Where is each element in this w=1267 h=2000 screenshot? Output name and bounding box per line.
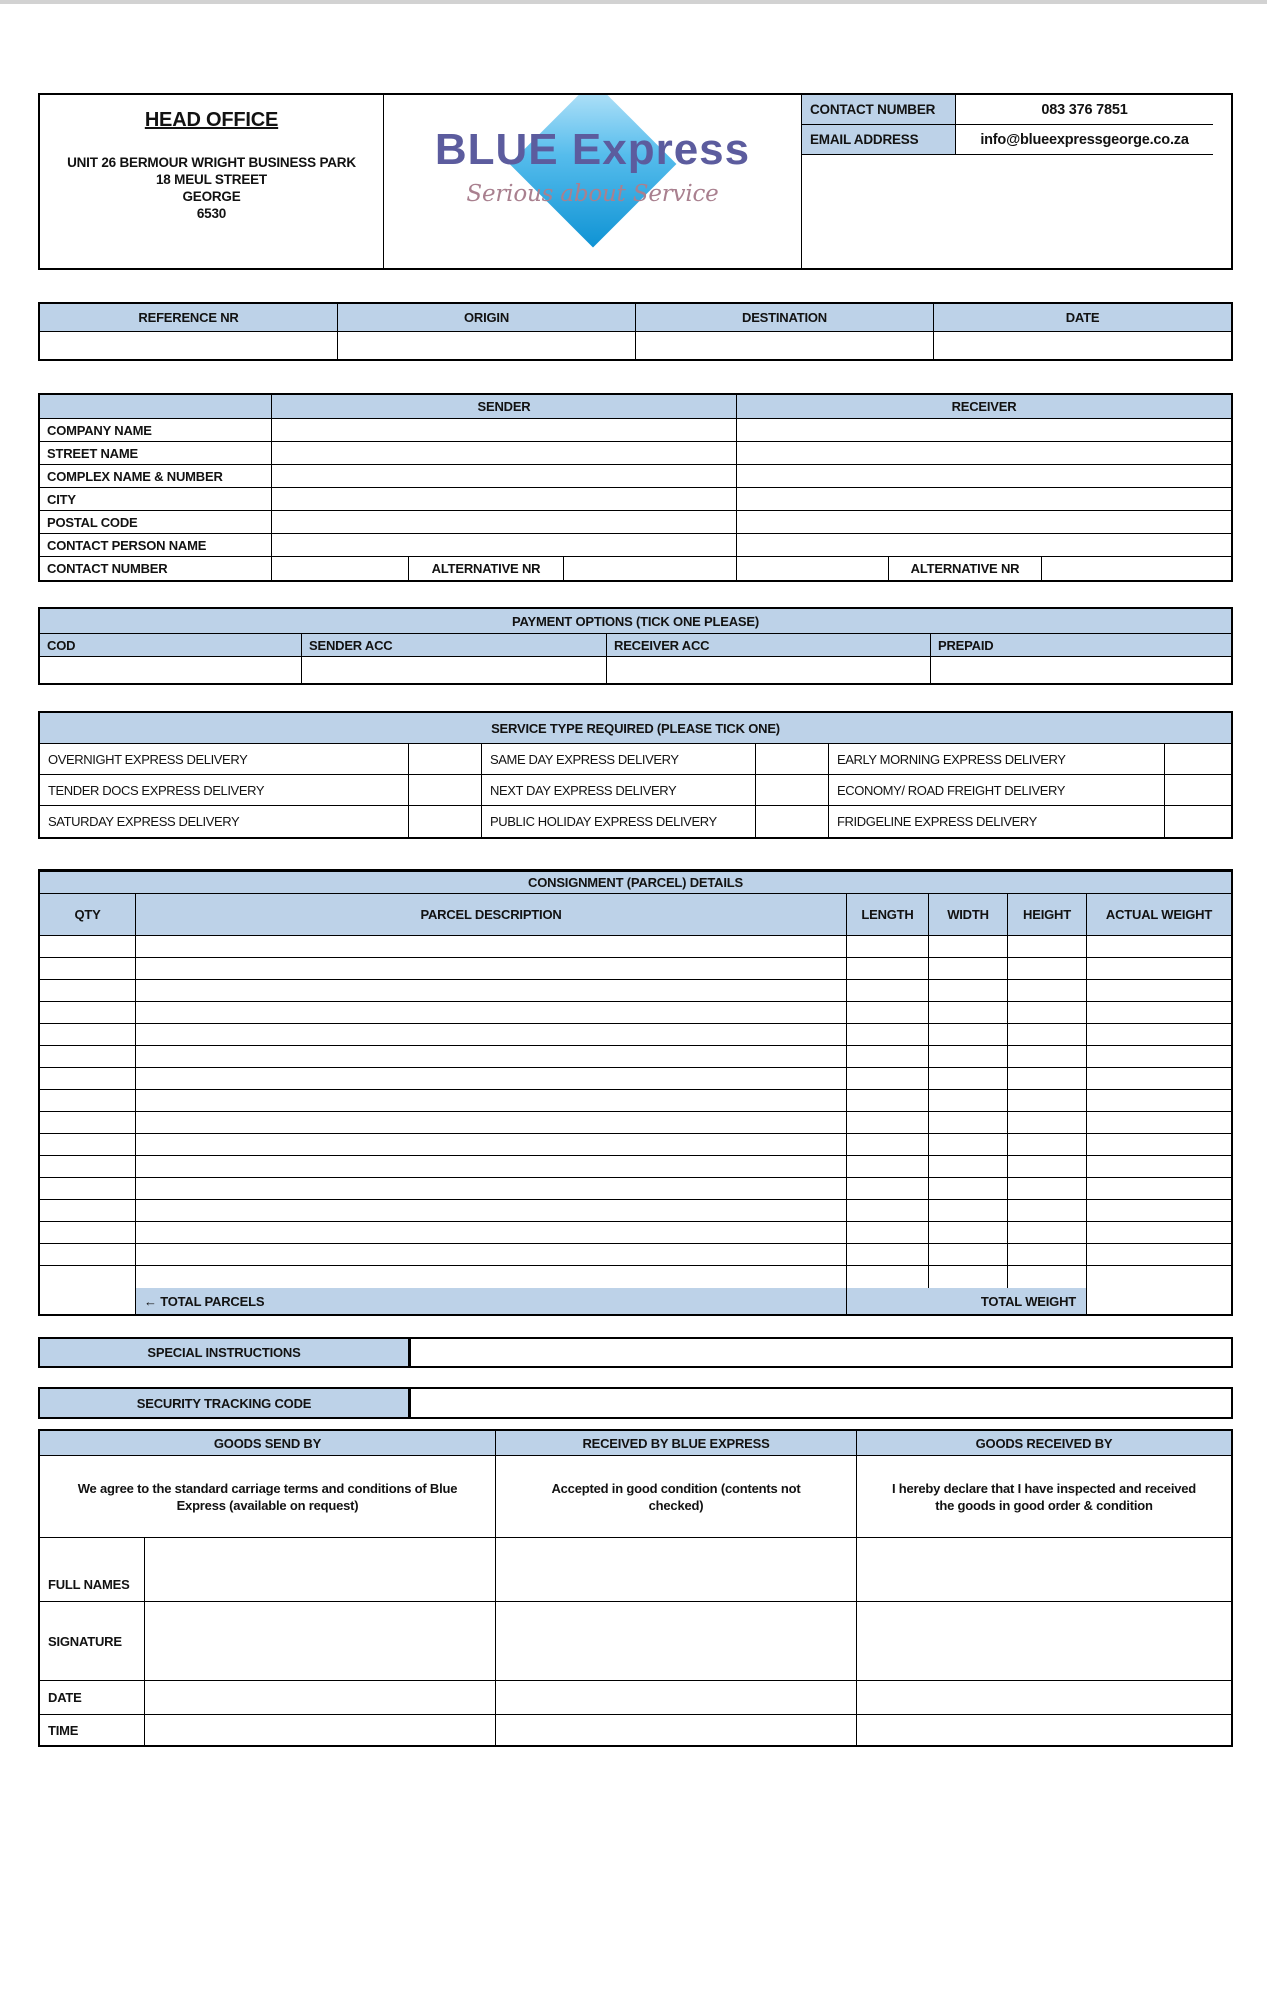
consignment-title: CONSIGNMENT (PARCEL) DETAILS — [40, 872, 1231, 894]
receiver-contact-number-field[interactable] — [737, 557, 889, 580]
width-field[interactable] — [929, 958, 1008, 979]
length-field[interactable] — [847, 1222, 929, 1243]
parcel-description-field[interactable] — [136, 1112, 847, 1133]
consignment-blank-row — [40, 936, 1231, 958]
email-value: info@blueexpressgeorge.co.za — [980, 131, 1189, 148]
street-name-row — [40, 442, 1231, 465]
length-field[interactable] — [847, 980, 929, 1001]
address-line: GEORGE — [182, 189, 241, 204]
qty-field[interactable] — [40, 1068, 136, 1089]
header-box — [38, 93, 1233, 270]
parcel-description-field[interactable] — [136, 1178, 847, 1199]
goods-received-by-header: GOODS RECEIVED BY — [857, 1431, 1231, 1455]
consignment-blank-row — [40, 1244, 1231, 1266]
receiver-terms-text: I hereby declare that I have inspected and received the goods in good order & condition — [891, 1480, 1197, 1513]
special-instructions-row — [38, 1337, 1233, 1368]
qty-field[interactable] — [40, 1156, 136, 1177]
payment-options-header-row — [40, 634, 1231, 657]
length-field[interactable] — [847, 1046, 929, 1067]
consignment-blank-row — [40, 1222, 1231, 1244]
height-field[interactable] — [1008, 980, 1087, 1001]
parcel-description-field[interactable] — [136, 1046, 847, 1067]
special-instructions-label: SPECIAL INSTRUCTIONS — [38, 1337, 410, 1368]
qty-field[interactable] — [40, 980, 136, 1001]
contact-block — [801, 95, 1231, 268]
contact-number-row — [802, 95, 1213, 125]
email-row — [802, 125, 1213, 155]
head-office-title: HEAD OFFICE — [144, 109, 279, 131]
actual-weight-field[interactable] — [1087, 936, 1231, 957]
address-line: UNIT 26 BERMOUR WRIGHT BUSINESS PARK — [67, 155, 356, 170]
width-field[interactable] — [929, 980, 1008, 1001]
total-parcels-field[interactable] — [40, 1288, 136, 1314]
contact-person-row — [40, 534, 1231, 557]
sender-acc-tick-field[interactable] — [302, 657, 607, 683]
actual-weight-field[interactable] — [1087, 1068, 1231, 1089]
sender-alternative-nr-label: ALTERNATIVE NR — [409, 557, 564, 580]
economy-road-freight-tick-field[interactable] — [1165, 775, 1231, 805]
qty-field[interactable] — [40, 936, 136, 957]
fridgeline-express-label: FRIDGELINE EXPRESS DELIVERY — [829, 806, 1165, 837]
tender-docs-express-label: TENDER DOCS EXPRESS DELIVERY — [40, 775, 409, 805]
width-field[interactable] — [929, 1002, 1008, 1023]
width-field[interactable] — [929, 936, 1008, 957]
qty-field[interactable] — [40, 958, 136, 979]
width-field[interactable] — [929, 1068, 1008, 1089]
length-field[interactable] — [847, 1156, 929, 1177]
receiver-date-field[interactable] — [857, 1681, 1231, 1714]
width-field[interactable] — [929, 1266, 1008, 1288]
sender-alternative-nr-field[interactable] — [564, 557, 737, 580]
origin-field[interactable] — [338, 332, 636, 359]
saturday-express-label: SATURDAY EXPRESS DELIVERY — [40, 806, 409, 837]
top-strip — [0, 0, 1267, 4]
length-field[interactable] — [847, 1178, 929, 1199]
actual-weight-field[interactable] — [1087, 958, 1231, 979]
height-field[interactable] — [1008, 1112, 1087, 1133]
sender-date-field[interactable] — [145, 1681, 496, 1714]
actual-weight-field[interactable] — [1087, 1112, 1231, 1133]
courier-signature-field[interactable] — [496, 1602, 857, 1680]
parcel-description-field[interactable] — [136, 1156, 847, 1177]
tender-docs-express-tick-field[interactable] — [409, 775, 482, 805]
receiver-alternative-nr-field[interactable] — [1042, 557, 1231, 580]
actual-weight-field[interactable] — [1087, 1046, 1231, 1067]
brand-name: BLUE Express — [434, 125, 751, 174]
service-type-title: SERVICE TYPE REQUIRED (PLEASE TICK ONE) — [40, 713, 1231, 744]
width-field[interactable] — [929, 1156, 1008, 1177]
qty-field[interactable] — [40, 1178, 136, 1199]
consignment-table — [38, 869, 1233, 1316]
service-type-table — [38, 711, 1233, 839]
consignment-blank-row — [40, 958, 1231, 980]
postal-code-label: POSTAL CODE — [40, 511, 272, 533]
company-name-row — [40, 419, 1231, 442]
height-field[interactable] — [1008, 936, 1087, 957]
signature-label: SIGNATURE — [40, 1602, 145, 1680]
receiver-acc-tick-field[interactable] — [607, 657, 931, 683]
security-tracking-field[interactable] — [410, 1387, 1233, 1419]
consignment-body — [40, 936, 1231, 1288]
length-field[interactable] — [847, 958, 929, 979]
courier-time-field[interactable] — [496, 1715, 857, 1745]
origin-header: ORIGIN — [338, 304, 636, 331]
height-field[interactable] — [1008, 1156, 1087, 1177]
time-label: TIME — [40, 1715, 145, 1745]
sender-header: SENDER — [272, 395, 737, 418]
height-field[interactable] — [1008, 1090, 1087, 1111]
sender-complex-name-field[interactable] — [272, 465, 737, 487]
qty-field[interactable] — [40, 1244, 136, 1265]
actual-weight-field[interactable] — [1087, 1178, 1231, 1199]
length-field[interactable] — [847, 1134, 929, 1155]
special-instructions-field[interactable] — [410, 1337, 1233, 1368]
public-holiday-express-tick-field[interactable] — [756, 806, 829, 837]
length-field[interactable] — [847, 1068, 929, 1089]
actual-weight-field[interactable] — [1087, 980, 1231, 1001]
parties-corner-cell — [40, 395, 272, 418]
full-names-label: FULL NAMES — [40, 1538, 145, 1601]
total-weight-field[interactable] — [1087, 1288, 1231, 1314]
parcel-description-field[interactable] — [136, 936, 847, 957]
reference-nr-field[interactable] — [40, 332, 338, 359]
cod-label: COD — [40, 634, 302, 656]
payment-options-title: PAYMENT OPTIONS (TICK ONE PLEASE) — [40, 609, 1231, 634]
postal-code-row — [40, 511, 1231, 534]
destination-field[interactable] — [636, 332, 934, 359]
left-arrow-icon: ← — [144, 1293, 157, 1309]
actual-weight-header: ACTUAL WEIGHT — [1087, 894, 1231, 935]
courier-date-field[interactable] — [496, 1681, 857, 1714]
early-morning-express-tick-field[interactable] — [1165, 744, 1231, 774]
height-field[interactable] — [1008, 1046, 1087, 1067]
length-field[interactable] — [847, 1024, 929, 1045]
saturday-express-tick-field[interactable] — [409, 806, 482, 837]
complex-name-row — [40, 465, 1231, 488]
parcel-description-field[interactable] — [136, 1090, 847, 1111]
sender-terms-text: We agree to the standard carriage terms and conditions of Blue Express (available on request) — [40, 1456, 496, 1537]
sender-signature-field[interactable] — [145, 1602, 496, 1680]
contact-number-row — [40, 557, 1231, 580]
actual-weight-field[interactable] — [1087, 1200, 1231, 1221]
contact-person-label: CONTACT PERSON NAME — [40, 534, 272, 556]
courier-full-names-field[interactable] — [496, 1538, 857, 1601]
length-field[interactable] — [847, 1266, 929, 1288]
date-field[interactable] — [934, 332, 1231, 359]
height-header: HEIGHT — [1008, 894, 1087, 935]
length-field[interactable] — [847, 1200, 929, 1221]
qty-header: QTY — [40, 894, 136, 935]
width-field[interactable] — [929, 1046, 1008, 1067]
consignment-blank-row — [40, 1156, 1231, 1178]
actual-weight-field[interactable] — [1087, 1266, 1231, 1288]
parcel-description-field[interactable] — [136, 980, 847, 1001]
width-field[interactable] — [929, 1178, 1008, 1199]
qty-field[interactable] — [40, 1046, 136, 1067]
receiver-acc-label: RECEIVER ACC — [607, 634, 931, 656]
service-row — [40, 744, 1231, 775]
company-name-label: COMPANY NAME — [40, 419, 272, 441]
security-tracking-label: SECURITY TRACKING CODE — [38, 1387, 410, 1419]
courier-terms-text: Accepted in good condition (contents not checked) — [496, 1456, 857, 1537]
date-header: DATE — [934, 304, 1231, 331]
sender-acc-label: SENDER ACC — [302, 634, 607, 656]
signoff-table — [38, 1429, 1233, 1747]
street-name-label: STREET NAME — [40, 442, 272, 464]
overnight-express-label: OVERNIGHT EXPRESS DELIVERY — [40, 744, 409, 774]
waybill-form — [38, 93, 1233, 1747]
received-by-blue-express-header: RECEIVED BY BLUE EXPRESS — [496, 1431, 857, 1455]
actual-weight-field[interactable] — [1087, 1222, 1231, 1243]
actual-weight-field[interactable] — [1087, 1090, 1231, 1111]
actual-weight-field[interactable] — [1087, 1024, 1231, 1045]
width-field[interactable] — [929, 1134, 1008, 1155]
parcel-description-field[interactable] — [136, 1222, 847, 1243]
prepaid-label: PREPAID — [931, 634, 1231, 656]
width-field[interactable] — [929, 1090, 1008, 1111]
consignment-blank-row — [40, 1046, 1231, 1068]
receiver-city-field[interactable] — [737, 488, 1231, 510]
address-line: 6530 — [196, 206, 227, 221]
actual-weight-field[interactable] — [1087, 1002, 1231, 1023]
receiver-time-field[interactable] — [857, 1715, 1231, 1745]
logo — [384, 95, 801, 268]
prepaid-tick-field[interactable] — [931, 657, 1231, 683]
height-field[interactable] — [1008, 1024, 1087, 1045]
head-office-block — [40, 95, 384, 268]
signoff-header-row — [40, 1431, 1231, 1456]
qty-field[interactable] — [40, 1200, 136, 1221]
parcel-description-header: PARCEL DESCRIPTION — [136, 894, 847, 935]
consignment-blank-row — [40, 1090, 1231, 1112]
sender-time-field[interactable] — [145, 1715, 496, 1745]
reference-value-row — [40, 332, 1231, 359]
height-field[interactable] — [1008, 1222, 1087, 1243]
width-field[interactable] — [929, 1112, 1008, 1133]
consignment-blank-row — [40, 1178, 1231, 1200]
early-morning-express-label: EARLY MORNING EXPRESS DELIVERY — [829, 744, 1165, 774]
contact-number-label: CONTACT NUMBER — [40, 557, 272, 580]
qty-field[interactable] — [40, 1266, 136, 1288]
length-field[interactable] — [847, 936, 929, 957]
complex-name-label: COMPLEX NAME & NUMBER — [40, 465, 272, 487]
actual-weight-field[interactable] — [1087, 1156, 1231, 1177]
qty-field[interactable] — [40, 1002, 136, 1023]
contact-number-label: CONTACT NUMBER — [802, 95, 956, 124]
height-field[interactable] — [1008, 958, 1087, 979]
public-holiday-express-label: PUBLIC HOLIDAY EXPRESS DELIVERY — [482, 806, 756, 837]
height-field[interactable] — [1008, 1244, 1087, 1265]
consignment-blank-row — [40, 1134, 1231, 1156]
height-field[interactable] — [1008, 1068, 1087, 1089]
payment-options-table — [38, 607, 1233, 685]
width-field[interactable] — [929, 1200, 1008, 1221]
time-row — [40, 1715, 1231, 1745]
signature-row — [40, 1602, 1231, 1681]
sender-full-names-field[interactable] — [145, 1538, 496, 1601]
sender-postal-code-field[interactable] — [272, 511, 737, 533]
consignment-blank-row — [40, 1200, 1231, 1222]
receiver-signature-field[interactable] — [857, 1602, 1231, 1680]
contact-number-value: 083 376 7851 — [1041, 101, 1128, 118]
fridgeline-express-tick-field[interactable] — [1165, 806, 1231, 837]
goods-send-by-header: GOODS SEND BY — [40, 1431, 496, 1455]
total-parcels-label — [136, 1288, 847, 1314]
receiver-postal-code-field[interactable] — [737, 511, 1231, 533]
brand-tagline: Serious about Service — [466, 181, 719, 207]
full-names-row — [40, 1538, 1231, 1602]
sender-city-field[interactable] — [272, 488, 737, 510]
receiver-company-name-field[interactable] — [737, 419, 1231, 441]
qty-field[interactable] — [40, 1024, 136, 1045]
actual-weight-field[interactable] — [1087, 1244, 1231, 1265]
date-label: DATE — [40, 1681, 145, 1714]
width-field[interactable] — [929, 1244, 1008, 1265]
parcel-description-field[interactable] — [136, 1134, 847, 1155]
receiver-contact-person-field[interactable] — [737, 534, 1231, 556]
sender-street-name-field[interactable] — [272, 442, 737, 464]
consignment-blank-row — [40, 1266, 1231, 1288]
receiver-street-name-field[interactable] — [737, 442, 1231, 464]
length-field[interactable] — [847, 1112, 929, 1133]
destination-header: DESTINATION — [636, 304, 934, 331]
qty-field[interactable] — [40, 1222, 136, 1243]
sender-contact-person-field[interactable] — [272, 534, 737, 556]
height-field[interactable] — [1008, 1134, 1087, 1155]
total-weight-label: TOTAL WEIGHT — [847, 1288, 1087, 1314]
sender-receiver-table — [38, 393, 1233, 582]
reference-header-row — [40, 304, 1231, 332]
consignment-blank-row — [40, 1068, 1231, 1090]
service-row — [40, 775, 1231, 806]
address-line: 18 MEUL STREET — [156, 172, 267, 187]
receiver-header: RECEIVER — [737, 395, 1231, 418]
email-label: EMAIL ADDRESS — [802, 125, 956, 154]
consignment-blank-row — [40, 1002, 1231, 1024]
length-field[interactable] — [847, 1090, 929, 1111]
same-day-express-label: SAME DAY EXPRESS DELIVERY — [482, 744, 756, 774]
length-header: LENGTH — [847, 894, 929, 935]
economy-road-freight-label: ECONOMY/ ROAD FREIGHT DELIVERY — [829, 775, 1165, 805]
height-field[interactable] — [1008, 1178, 1087, 1199]
payment-options-tick-row — [40, 657, 1231, 683]
service-row — [40, 806, 1231, 837]
total-parcels-text: TOTAL PARCELS — [160, 1293, 265, 1309]
city-label: CITY — [40, 488, 272, 510]
security-tracking-row — [38, 1387, 1233, 1419]
reference-table — [38, 302, 1233, 361]
parcel-description-field[interactable] — [136, 1200, 847, 1221]
parties-header-row — [40, 395, 1231, 419]
parcel-description-field[interactable] — [136, 1244, 847, 1265]
sender-company-name-field[interactable] — [272, 419, 737, 441]
parcel-description-field[interactable] — [136, 958, 847, 979]
parcel-description-field[interactable] — [136, 1266, 847, 1288]
signoff-terms-row — [40, 1456, 1231, 1538]
width-header: WIDTH — [929, 894, 1008, 935]
qty-field[interactable] — [40, 1090, 136, 1111]
next-day-express-tick-field[interactable] — [756, 775, 829, 805]
receiver-complex-name-field[interactable] — [737, 465, 1231, 487]
reference-nr-header: REFERENCE NR — [40, 304, 338, 331]
qty-field[interactable] — [40, 1112, 136, 1133]
parcel-description-field[interactable] — [136, 1068, 847, 1089]
receiver-full-names-field[interactable] — [857, 1538, 1231, 1601]
consignment-blank-row — [40, 1024, 1231, 1046]
sender-contact-number-field[interactable] — [272, 557, 409, 580]
height-field[interactable] — [1008, 1200, 1087, 1221]
actual-weight-field[interactable] — [1087, 1134, 1231, 1155]
width-field[interactable] — [929, 1024, 1008, 1045]
consignment-total-row — [40, 1288, 1231, 1314]
parcel-description-field[interactable] — [136, 1024, 847, 1045]
next-day-express-label: NEXT DAY EXPRESS DELIVERY — [482, 775, 756, 805]
city-row — [40, 488, 1231, 511]
same-day-express-tick-field[interactable] — [756, 744, 829, 774]
parcel-description-field[interactable] — [136, 1002, 847, 1023]
width-field[interactable] — [929, 1222, 1008, 1243]
receiver-alternative-nr-label: ALTERNATIVE NR — [889, 557, 1042, 580]
consignment-header-row — [40, 894, 1231, 936]
length-field[interactable] — [847, 1002, 929, 1023]
date-row — [40, 1681, 1231, 1715]
consignment-blank-row — [40, 1112, 1231, 1134]
overnight-express-tick-field[interactable] — [409, 744, 482, 774]
height-field[interactable] — [1008, 1002, 1087, 1023]
consignment-blank-row — [40, 980, 1231, 1002]
qty-field[interactable] — [40, 1134, 136, 1155]
cod-tick-field[interactable] — [40, 657, 302, 683]
height-field[interactable] — [1008, 1266, 1087, 1288]
length-field[interactable] — [847, 1244, 929, 1265]
